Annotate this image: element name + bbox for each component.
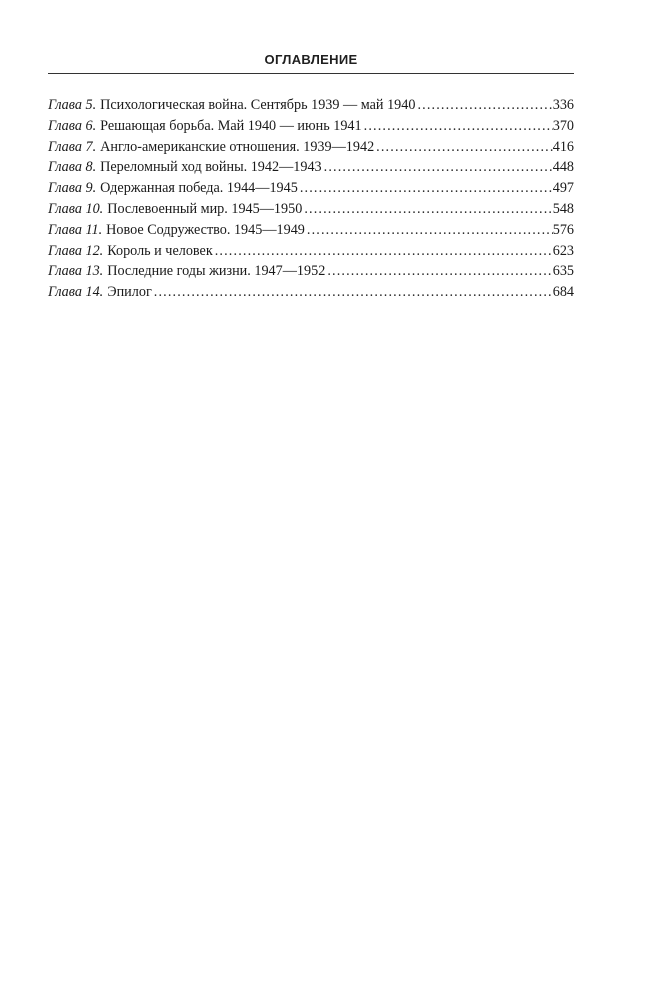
dot-leader xyxy=(362,116,553,137)
chapter-label: Глава xyxy=(48,284,82,301)
page-number: 623 xyxy=(552,242,574,259)
chapter-label: Глава xyxy=(48,242,82,259)
page-number: 548 xyxy=(552,200,574,217)
chapter-number: 6. xyxy=(85,117,97,134)
toc-entry xyxy=(48,178,574,199)
page-number: 497 xyxy=(552,180,574,197)
chapter-title: Послевоенный мир. 1945—1950 xyxy=(107,200,303,217)
toc-entry xyxy=(48,116,574,137)
chapter-number: 14. xyxy=(85,284,104,301)
dot-leader xyxy=(213,241,553,262)
dot-leader xyxy=(305,220,553,241)
chapter-label: Глава xyxy=(48,263,82,280)
chapter-number: 5. xyxy=(85,97,97,113)
chapter-label: Глава xyxy=(48,180,82,197)
chapter-title: Психологическая война. Сентябрь 1939 — май 1940 xyxy=(100,97,416,113)
page-number: 448 xyxy=(552,159,574,176)
toc-entry xyxy=(48,241,574,262)
toc-entry xyxy=(48,220,574,241)
dot-leader xyxy=(302,199,552,220)
chapter-number: 11. xyxy=(85,221,103,238)
chapter-number: 13. xyxy=(85,263,104,280)
page-number: 416 xyxy=(552,138,574,155)
header-rule xyxy=(48,73,574,74)
toc-entry xyxy=(48,157,574,178)
page-number: 336 xyxy=(552,97,574,113)
chapter-number: 12. xyxy=(85,242,104,259)
chapter-number: 7. xyxy=(85,138,97,155)
toc-entry xyxy=(48,261,574,282)
chapter-title: Новое Содружество. 1945—1949 xyxy=(106,221,305,238)
dot-leader xyxy=(322,157,553,178)
table-of-contents xyxy=(48,95,574,303)
page-number: 635 xyxy=(552,263,574,280)
running-head-title: ОГЛАВЛЕНИЕ xyxy=(264,52,358,67)
toc-entry xyxy=(48,137,574,158)
chapter-title: Решающая борьба. Май 1940 — июнь 1941 xyxy=(100,117,362,134)
toc-entry xyxy=(48,199,574,220)
chapter-number: 10. xyxy=(85,200,104,217)
chapter-title: Переломный ход войны. 1942—1943 xyxy=(100,159,322,176)
page-number: 576 xyxy=(552,221,574,238)
chapter-title: Одержанная победа. 1944—1945 xyxy=(100,180,298,197)
chapter-title: Последние годы жизни. 1947—1952 xyxy=(107,263,326,280)
page-number: 684 xyxy=(552,284,574,301)
chapter-label: Глава xyxy=(48,117,82,134)
chapter-title: Король и человек xyxy=(107,242,213,259)
chapter-title: Англо-американские отношения. 1939—1942 xyxy=(100,138,375,155)
chapter-title: Эпилог xyxy=(107,284,152,301)
chapter-number: 8. xyxy=(85,159,97,176)
dot-leader xyxy=(152,282,553,303)
chapter-label: Глава xyxy=(48,159,82,176)
chapter-label: Глава xyxy=(48,200,82,217)
dot-leader xyxy=(325,261,552,282)
chapter-label: Глава xyxy=(48,138,82,155)
dot-leader xyxy=(415,95,552,116)
page-number: 370 xyxy=(552,117,574,134)
toc-entry xyxy=(48,95,574,116)
chapter-number: 9. xyxy=(85,180,97,197)
chapter-label: Глава xyxy=(48,97,82,113)
dot-leader xyxy=(298,178,553,199)
dot-leader xyxy=(374,137,553,158)
toc-entry xyxy=(48,282,574,303)
chapter-label: Глава xyxy=(48,221,82,238)
